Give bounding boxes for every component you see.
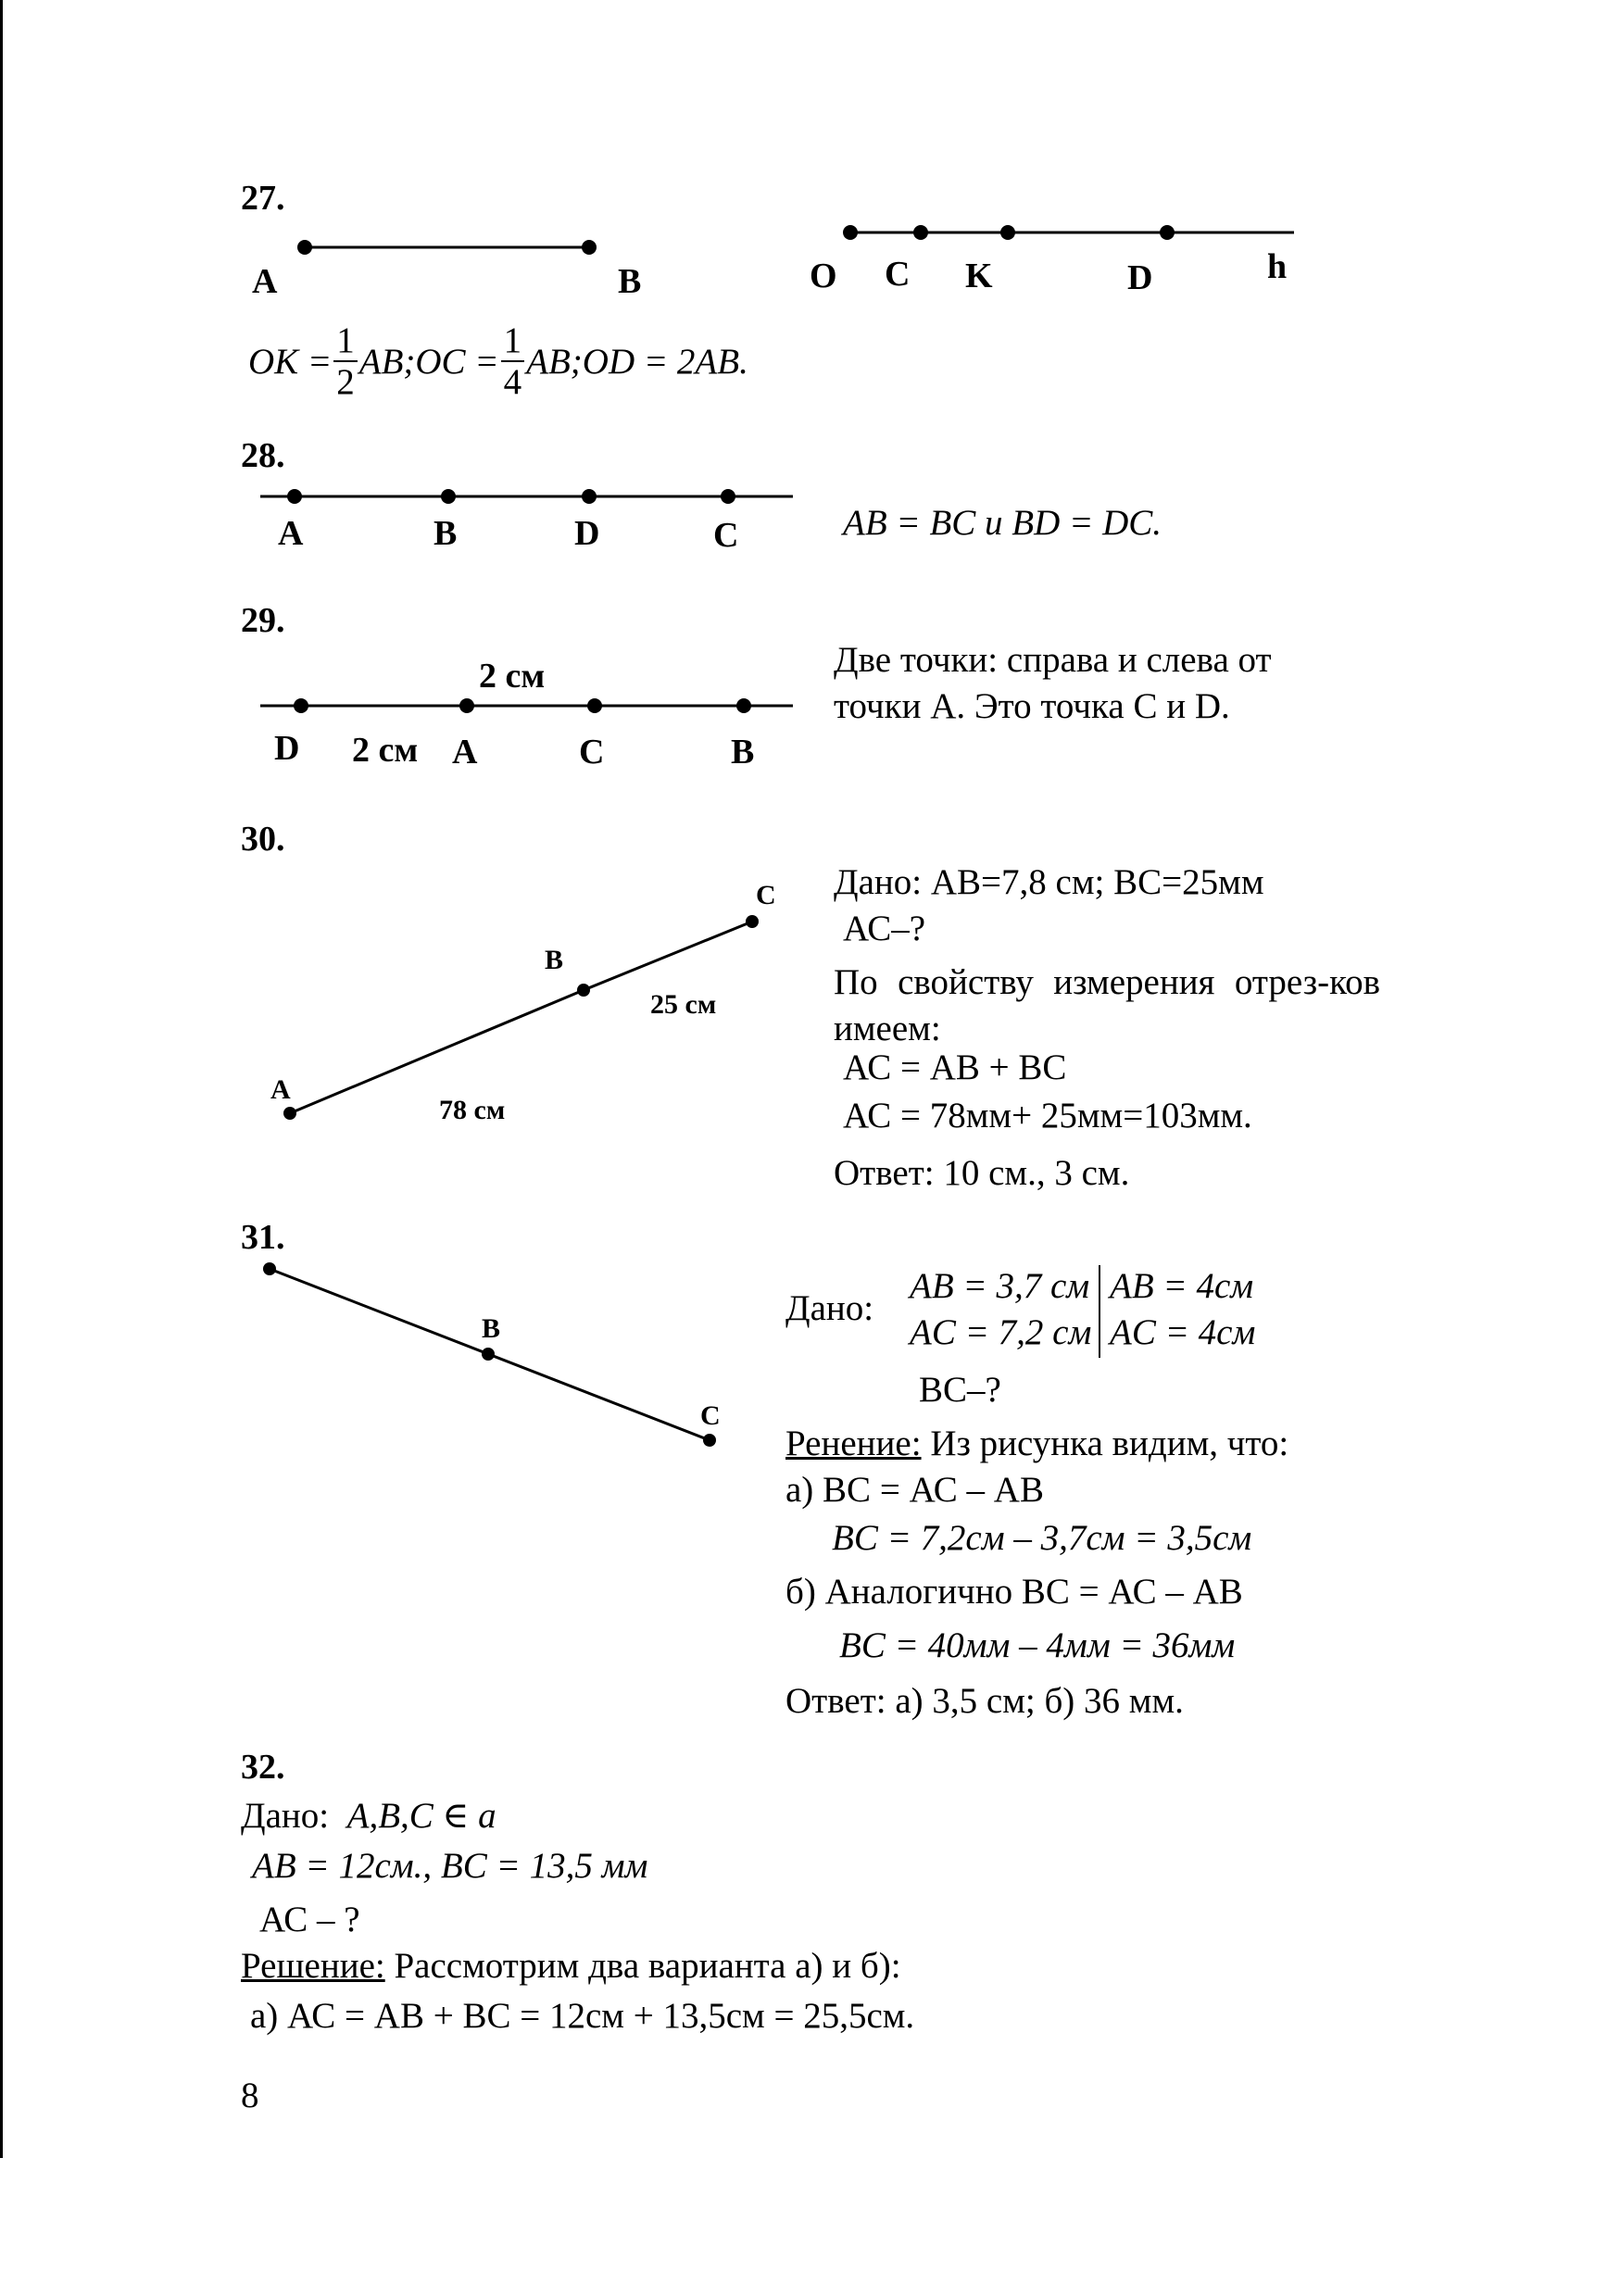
point-a-31 [263, 1262, 276, 1275]
label-b-27: B [618, 262, 642, 301]
label-a-27: A [252, 262, 278, 301]
given-32-values: AB = 12см., BC = 13,5 мм [252, 1846, 648, 1886]
solution-32-text: Рассмотрим два варианта а) и б): [384, 1946, 901, 1986]
point-k-27 [1000, 225, 1015, 240]
point-d-29 [294, 698, 308, 713]
length-ab-30: 78 см [439, 1095, 506, 1125]
find-32: АС – ? [259, 1900, 360, 1939]
given-31-ab1: AB = 3,7 см [910, 1266, 1090, 1306]
given-31-ab2: AB = 4см [1099, 1265, 1253, 1311]
point-a-29 [459, 698, 474, 713]
calc-a-31: BC = 7,2см – 3,7см = 3,5см [832, 1518, 1252, 1558]
solution-31-text: Из рисунка видим, что: [921, 1424, 1289, 1463]
equation-30-2: АС = 78мм+ 25мм=103мм. [843, 1096, 1252, 1135]
problem-27-number: 27. [241, 179, 285, 218]
label-a-29: A [452, 733, 478, 772]
label-a-30: A [270, 1074, 291, 1105]
point-c-30 [746, 915, 759, 928]
answer-30: Ответ: 10 см., 3 см. [834, 1153, 1130, 1193]
distance-da-29: 2 см [352, 731, 419, 770]
label-c-27: C [885, 255, 911, 294]
point-b-30 [577, 984, 590, 997]
distance-ac-29: 2 см [479, 657, 546, 696]
formula-27-ok: OK = [248, 341, 333, 382]
point-b-31 [482, 1348, 495, 1361]
step-a-31: а) ВС = АС – АВ [785, 1470, 1044, 1510]
point-d-27 [1160, 225, 1175, 240]
step-a-32: а) АС = АВ + ВС = 12см + 13,5см = 25,5см. [250, 1996, 915, 2036]
text-29-line1: Две точки: справа и слева от [834, 640, 1272, 680]
label-h-27: h [1267, 247, 1288, 286]
find-30: АС–? [843, 909, 926, 948]
label-b-29: B [731, 733, 755, 772]
label-c-31: C [700, 1400, 721, 1431]
label-b-28: B [434, 514, 458, 553]
fraction-half: $\frac{1}{2}$ [333, 322, 358, 400]
label-d-27: D [1127, 258, 1153, 297]
given-32 [241, 1795, 496, 1837]
point-c-31 [703, 1434, 716, 1447]
given-32-set: A,B,C ∈ a [346, 1796, 496, 1836]
answer-31: Ответ: а) 3,5 см; б) 36 мм. [785, 1681, 1184, 1721]
given-label-31: Дано: [785, 1288, 874, 1328]
length-bc-30: 25 см [650, 989, 717, 1020]
formula-27-mid: AB;OC = [358, 341, 499, 382]
given-30: Дано: АВ=7,8 см; ВС=25мм [834, 862, 1264, 902]
calc-b-31: BC = 40мм – 4мм = 36мм [839, 1625, 1236, 1665]
step-b-31: б) Аналогично ВС = АС – АВ [785, 1572, 1243, 1612]
point-d-28 [582, 489, 597, 504]
problem-29-number: 29. [241, 601, 285, 640]
equation-28: AB = BC и BD = DC. [843, 503, 1162, 543]
problem-28-number: 28. [241, 436, 285, 475]
formula-27 [248, 322, 748, 400]
given-32-label: Дано: [241, 1796, 330, 1836]
problem-30-number: 30. [241, 820, 285, 859]
label-c-30: C [756, 880, 776, 910]
equation-30-1: АС = АВ + ВС [843, 1048, 1067, 1087]
text-29-line2: точки А. Это точка С и D. [834, 686, 1230, 726]
label-c-29: C [579, 733, 605, 772]
label-d-28: D [574, 514, 600, 553]
label-k-27: K [965, 257, 993, 295]
given-31-ac2: AC = 4см [1099, 1311, 1255, 1358]
label-a-28: A [278, 514, 304, 553]
point-b-29 [736, 698, 751, 713]
point-c-29 [587, 698, 602, 713]
point-b-28 [441, 489, 456, 504]
point-a-28 [287, 489, 302, 504]
point-b-27 [582, 240, 597, 255]
point-a-30 [283, 1107, 296, 1120]
point-c-28 [721, 489, 735, 504]
point-a-27 [297, 240, 312, 255]
label-c-28: C [713, 516, 739, 555]
solution-32 [241, 1945, 901, 1987]
point-o-27 [843, 225, 858, 240]
solution-31-label: Ренение: [785, 1424, 922, 1463]
segment-bc-30 [584, 922, 752, 990]
label-o-27: O [810, 257, 837, 295]
page-number: 8 [241, 2076, 259, 2115]
given-31-ac1: AC = 7,2 см [910, 1312, 1092, 1352]
solution-32-label: Решение: [241, 1946, 385, 1986]
point-c-27 [913, 225, 928, 240]
fraction-quarter: $\frac{1}{4}$ [501, 322, 525, 400]
problem-31-number: 31. [241, 1218, 285, 1257]
property-30: По свойству измерения отрез-ков имеем: [834, 962, 1380, 1048]
solution-31 [785, 1423, 1288, 1464]
label-d-29: D [274, 729, 300, 768]
segment-ab-30 [290, 990, 584, 1113]
problem-32-number: 32. [241, 1748, 285, 1787]
label-b-30: B [545, 945, 564, 975]
label-b-31: B [482, 1313, 501, 1344]
formula-27-end: AB;OD = 2AB. [526, 341, 748, 382]
find-31: ВС–? [919, 1370, 1001, 1410]
